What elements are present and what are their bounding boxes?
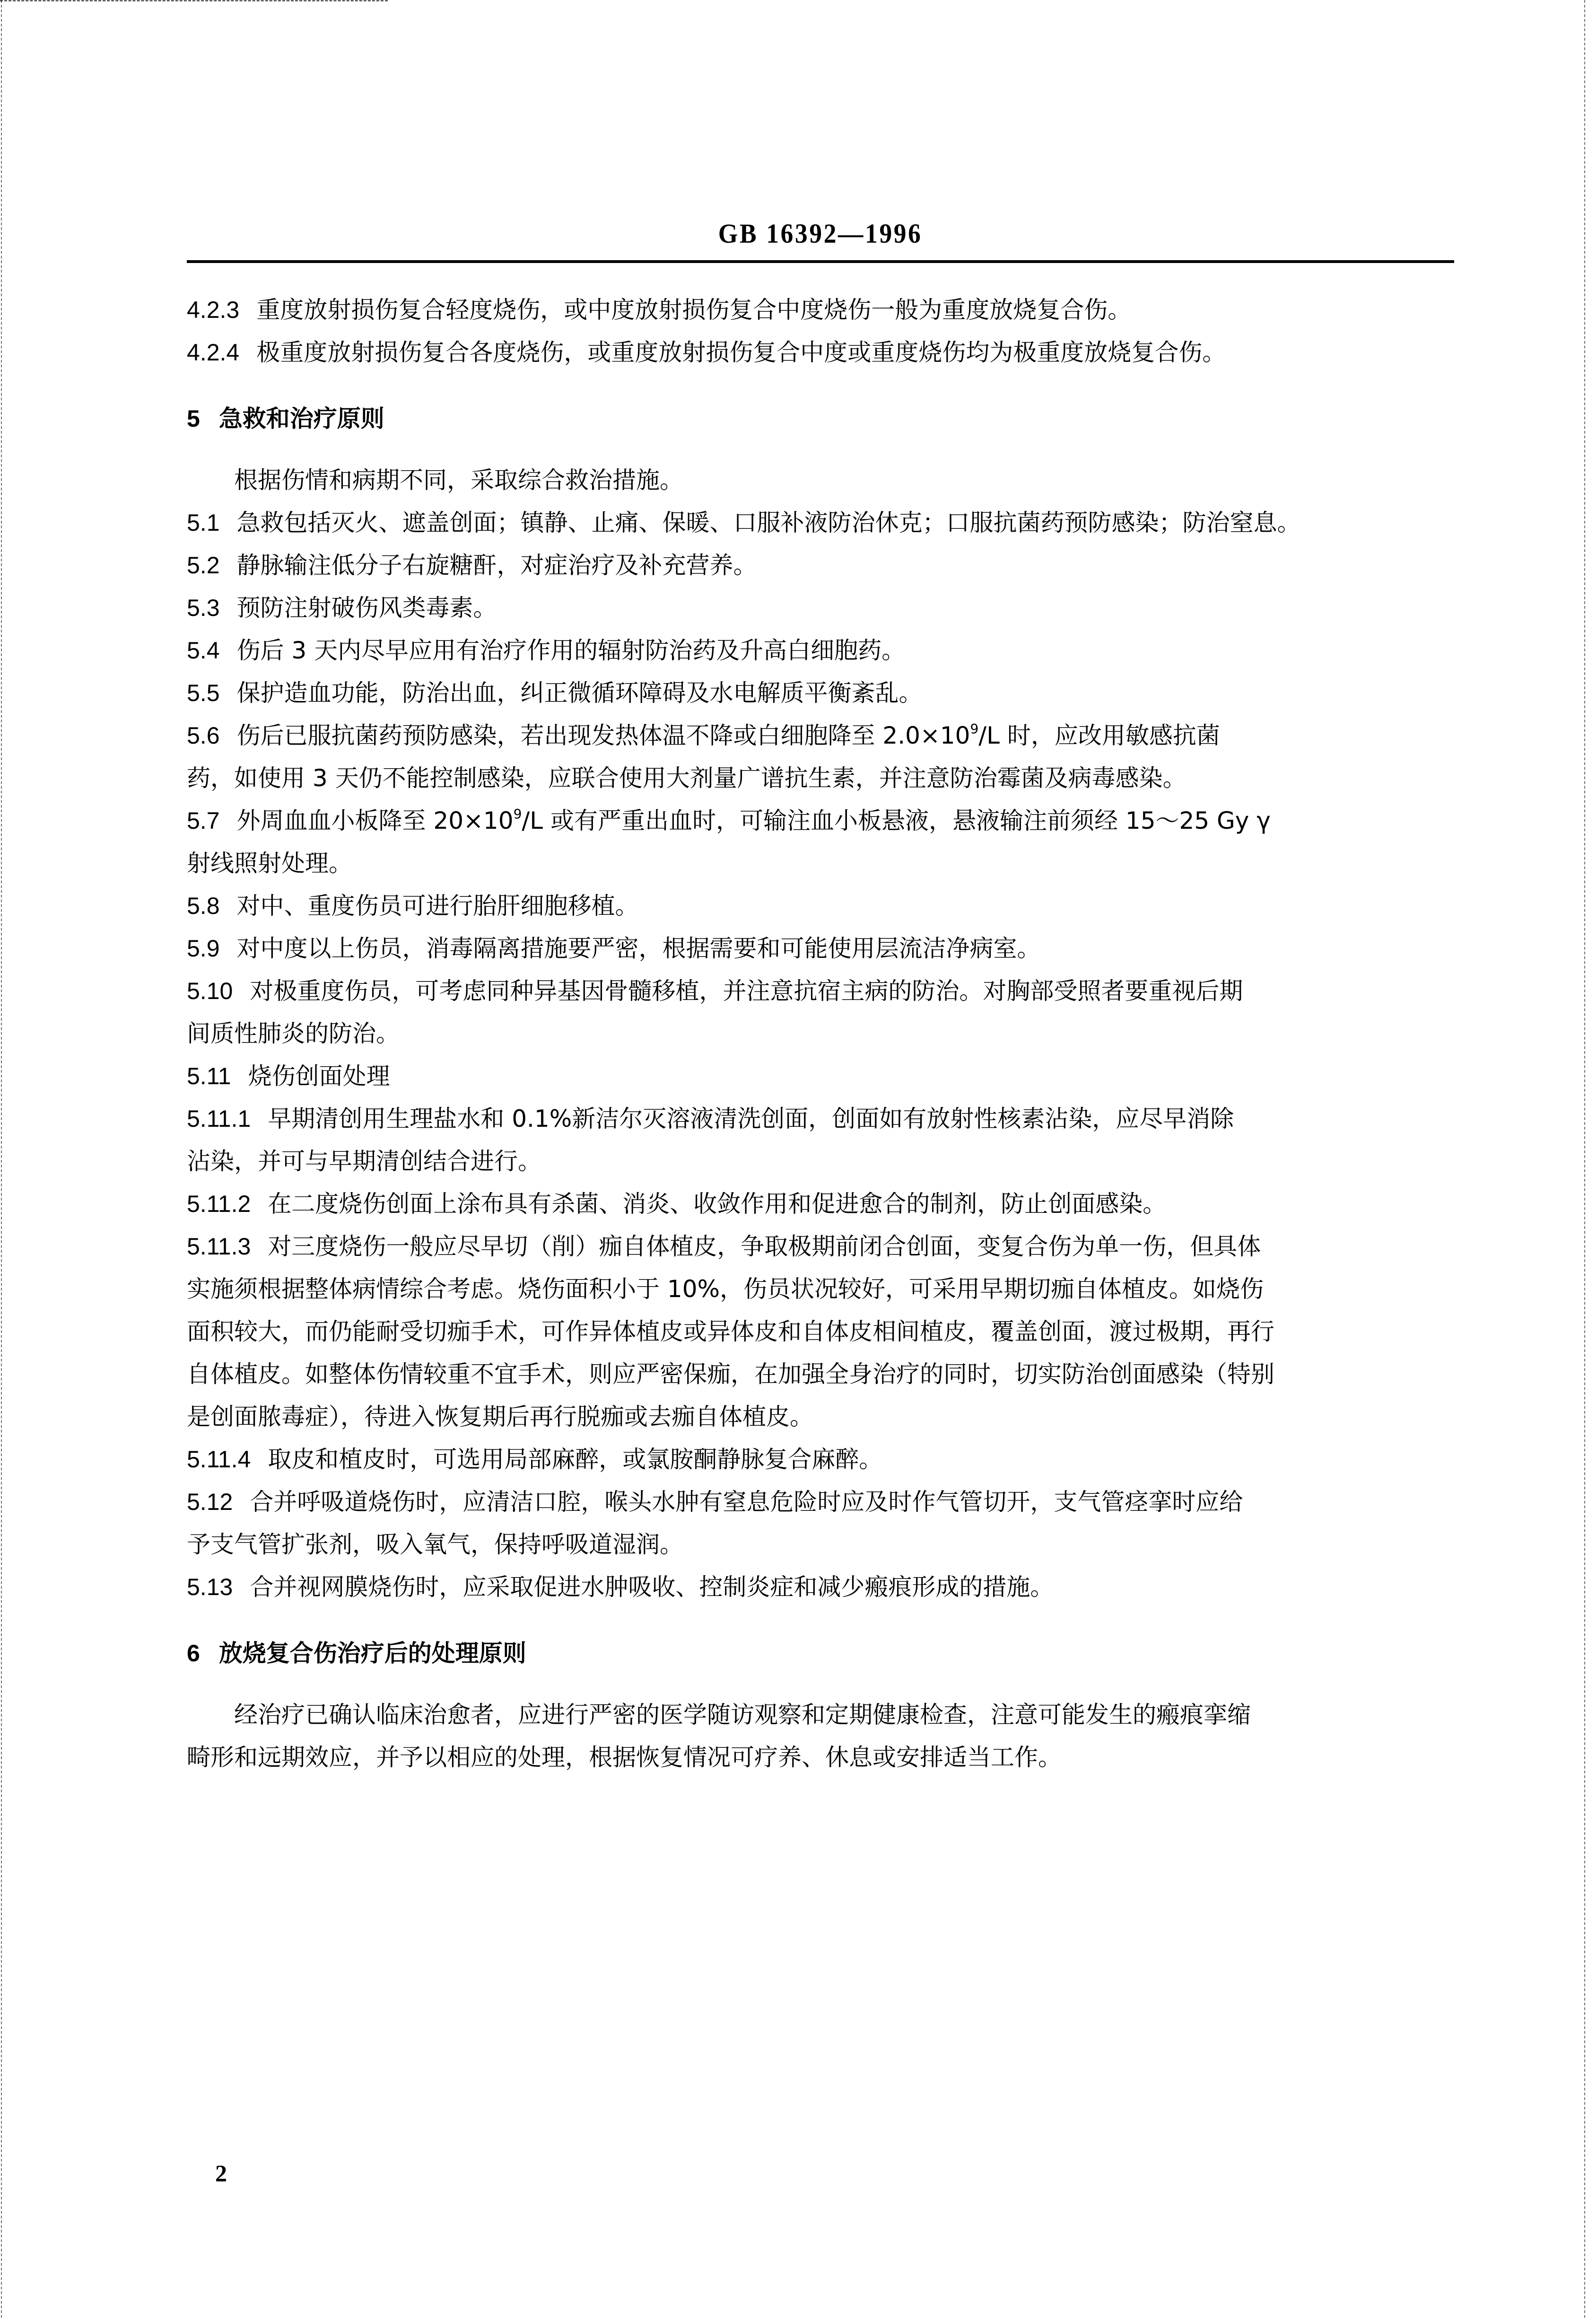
clause-number: 4.2.4 [187, 339, 240, 366]
scan-edge-artifact-top [0, 0, 388, 4]
superscript: 9 [970, 721, 979, 737]
clause-number: 5.8 [187, 893, 220, 919]
clause-number: 5.5 [187, 680, 220, 706]
clause-text: 早期清创用生理盐水和 0.1%新洁尔灭溶液清洗创面，创面如有放射性核素沾染，应尽早消除 [268, 1105, 1234, 1132]
clause-number: 5.9 [187, 935, 220, 962]
clause-5-6-cont: 药，如使用 3 天仍不能控制感染，应联合使用大剂量广谱抗生素，并注意防治霉菌及病毒感染。 [187, 764, 1187, 792]
section-6-paragraph-line-1: 经治疗已确认临床治愈者，应进行严密的医学随访观察和定期健康检查，注意可能发生的瘢痕挛缩 [234, 1701, 1251, 1728]
clause-5-2 [187, 544, 1454, 587]
section-5-intro: 根据伤情和病期不同，采取综合救治措施。 [234, 466, 683, 494]
clause-number: 5.11.1 [187, 1105, 251, 1132]
clause-5-12-cont: 予支气管扩张剂，吸入氧气，保持呼吸道湿润。 [187, 1531, 683, 1558]
clause-number: 5.11.3 [187, 1233, 251, 1260]
clause-5-3 [187, 587, 1454, 629]
clause-number: 5.11 [187, 1063, 231, 1089]
clause-5-8 [187, 885, 1454, 927]
standard-code: GB 16392—1996 [718, 218, 923, 249]
clause-text: 保护造血功能，防治出血，纠正微循环障碍及水电解质平衡紊乱。 [236, 679, 923, 707]
clause-5-11-1 [187, 1097, 1454, 1140]
clause-text: /L 或有严重出血时，可输注血小板悬液，悬液输注前须经 15～25 Gy γ [522, 807, 1271, 834]
clause-5-11-2 [187, 1183, 1454, 1225]
clause-text: 对极重度伤员，可考虑同种异基因骨髓移植，并注意抗宿主病的防治。对胸部受照者要重视后期 [250, 977, 1243, 1005]
clause-text: 对中度以上伤员，消毒隔离措施要严密，根据需要和可能使用层流洁净病室。 [236, 935, 1041, 962]
clause-text: 静脉输注低分子右旋糖酐，对症治疗及补充营养。 [236, 552, 757, 579]
section-title: 放烧复合伤治疗后的处理原则 [218, 1640, 526, 1667]
clause-5-1 [187, 501, 1454, 544]
clause-5-11-1-cont: 沾染，并可与早期清创结合进行。 [187, 1148, 541, 1175]
clause-5-11-3-cont-1: 实施须根据整体病情综合考虑。烧伤面积小于 10%，伤员状况较好，可采用早期切痂自体植皮。如烧伤 [187, 1275, 1264, 1303]
clause-number: 5.1 [187, 509, 220, 536]
clause-text: 合并呼吸道烧伤时，应清洁口腔，喉头水肿有窒息危险时应及时作气管切开，支气管痉挛时应给 [250, 1488, 1243, 1516]
clause-number: 5.3 [187, 595, 220, 621]
clause-5-9 [187, 927, 1454, 970]
clause-5-10 [187, 970, 1454, 1012]
clause-5-13 [187, 1566, 1454, 1608]
clause-text: 合并视网膜烧伤时，应采取促进水肿吸收、控制炎症和减少瘢痕形成的措施。 [250, 1573, 1054, 1601]
clause-number: 5.4 [187, 637, 220, 664]
clause-number: 5.10 [187, 978, 233, 1004]
page-header [187, 218, 1454, 249]
section-6-heading [187, 1632, 1454, 1675]
clause-number: 5.7 [187, 807, 220, 834]
clause-5-11 [187, 1055, 1454, 1097]
superscript: 9 [513, 806, 522, 822]
clause-number: 4.2.3 [187, 297, 240, 323]
header-rule [187, 260, 1454, 263]
clause-text: 预防注射破伤风类毒素。 [236, 594, 497, 622]
clause-text: 伤后已服抗菌药预防感染，若出现发热体温不降或白细胞降至 2.0×10 [236, 722, 970, 749]
scan-edge-artifact-right [1583, 0, 1585, 2318]
clause-text: 重度放射损伤复合轻度烧伤，或中度放射损伤复合中度烧伤一般为重度放烧复合伤。 [256, 296, 1132, 324]
clause-5-11-3-cont-2: 面积较大，而仍能耐受切痂手术，可作异体植皮或异体皮和自体皮相间植皮，覆盖创面，渡过极期，再行 [187, 1318, 1274, 1345]
clause-5-11-4 [187, 1438, 1454, 1481]
clause-5-6 [187, 714, 1454, 757]
clause-text: 烧伤创面处理 [248, 1062, 390, 1090]
section-6-paragraph-line-2: 畸形和远期效应，并予以相应的处理，根据恢复情况可疗养、休息或安排适当工作。 [187, 1744, 1062, 1771]
clause-5-11-3-cont-3: 自体植皮。如整体伤情较重不宜手术，则应严密保痂，在加强全身治疗的同时，切实防治创面感染（特别 [187, 1360, 1274, 1388]
section-number: 6 [187, 1640, 200, 1666]
clause-5-5 [187, 672, 1454, 714]
clause-number: 5.11.2 [187, 1191, 251, 1217]
page-number: 2 [215, 2160, 227, 2186]
clause-number: 5.11.4 [187, 1446, 251, 1473]
clause-text: 极重度放射损伤复合各度烧伤，或重度放射损伤复合中度或重度烧伤均为极重度放烧复合伤。 [256, 339, 1226, 366]
clause-5-4 [187, 629, 1454, 672]
clause-text: 伤后 3 天内尽早应用有治疗作用的辐射防治药及升高白细胞药。 [236, 637, 906, 664]
clause-text: 对三度烧伤一般应尽早切（削）痂自体植皮，争取极期前闭合创面，变复合伤为单一伤，但具体 [268, 1233, 1261, 1260]
clause-text: 外周血血小板降至 20×10 [236, 807, 514, 834]
clause-4-2-3 [187, 289, 1454, 331]
clause-5-7 [187, 799, 1454, 842]
clause-text: 急救包括灭火、遮盖创面；镇静、止痛、保暖、口服补液防治休克；口服抗菌药预防感染；防治窒息。 [236, 509, 1301, 536]
clause-5-7-cont: 射线照射处理。 [187, 850, 352, 877]
clause-text: 对中、重度伤员可进行胎肝细胞移植。 [236, 892, 639, 920]
clause-text: 在二度烧伤创面上涂布具有杀菌、消炎、收敛作用和促进愈合的制剂，防止创面感染。 [268, 1190, 1167, 1218]
section-title: 急救和治疗原则 [218, 405, 384, 432]
clause-5-12 [187, 1481, 1454, 1523]
clause-number: 5.13 [187, 1574, 233, 1600]
clause-text: /L 时，应改用敏感抗菌 [978, 722, 1220, 749]
clause-5-10-cont: 间质性肺炎的防治。 [187, 1020, 400, 1047]
clause-5-11-3-cont-4: 是创面脓毒症），待进入恢复期后再行脱痂或去痂自体植皮。 [187, 1403, 813, 1430]
scan-edge-artifact-left [1, 0, 3, 2318]
clause-5-11-3 [187, 1225, 1454, 1268]
clause-number: 5.2 [187, 552, 220, 579]
document-body [187, 289, 1454, 1779]
section-number: 5 [187, 405, 200, 432]
clause-number: 5.6 [187, 722, 220, 749]
clause-4-2-4 [187, 331, 1454, 374]
clause-text: 取皮和植皮时，可选用局部麻醉，或氯胺酮静脉复合麻醉。 [268, 1446, 883, 1473]
clause-number: 5.12 [187, 1489, 233, 1515]
section-5-heading [187, 397, 1454, 440]
